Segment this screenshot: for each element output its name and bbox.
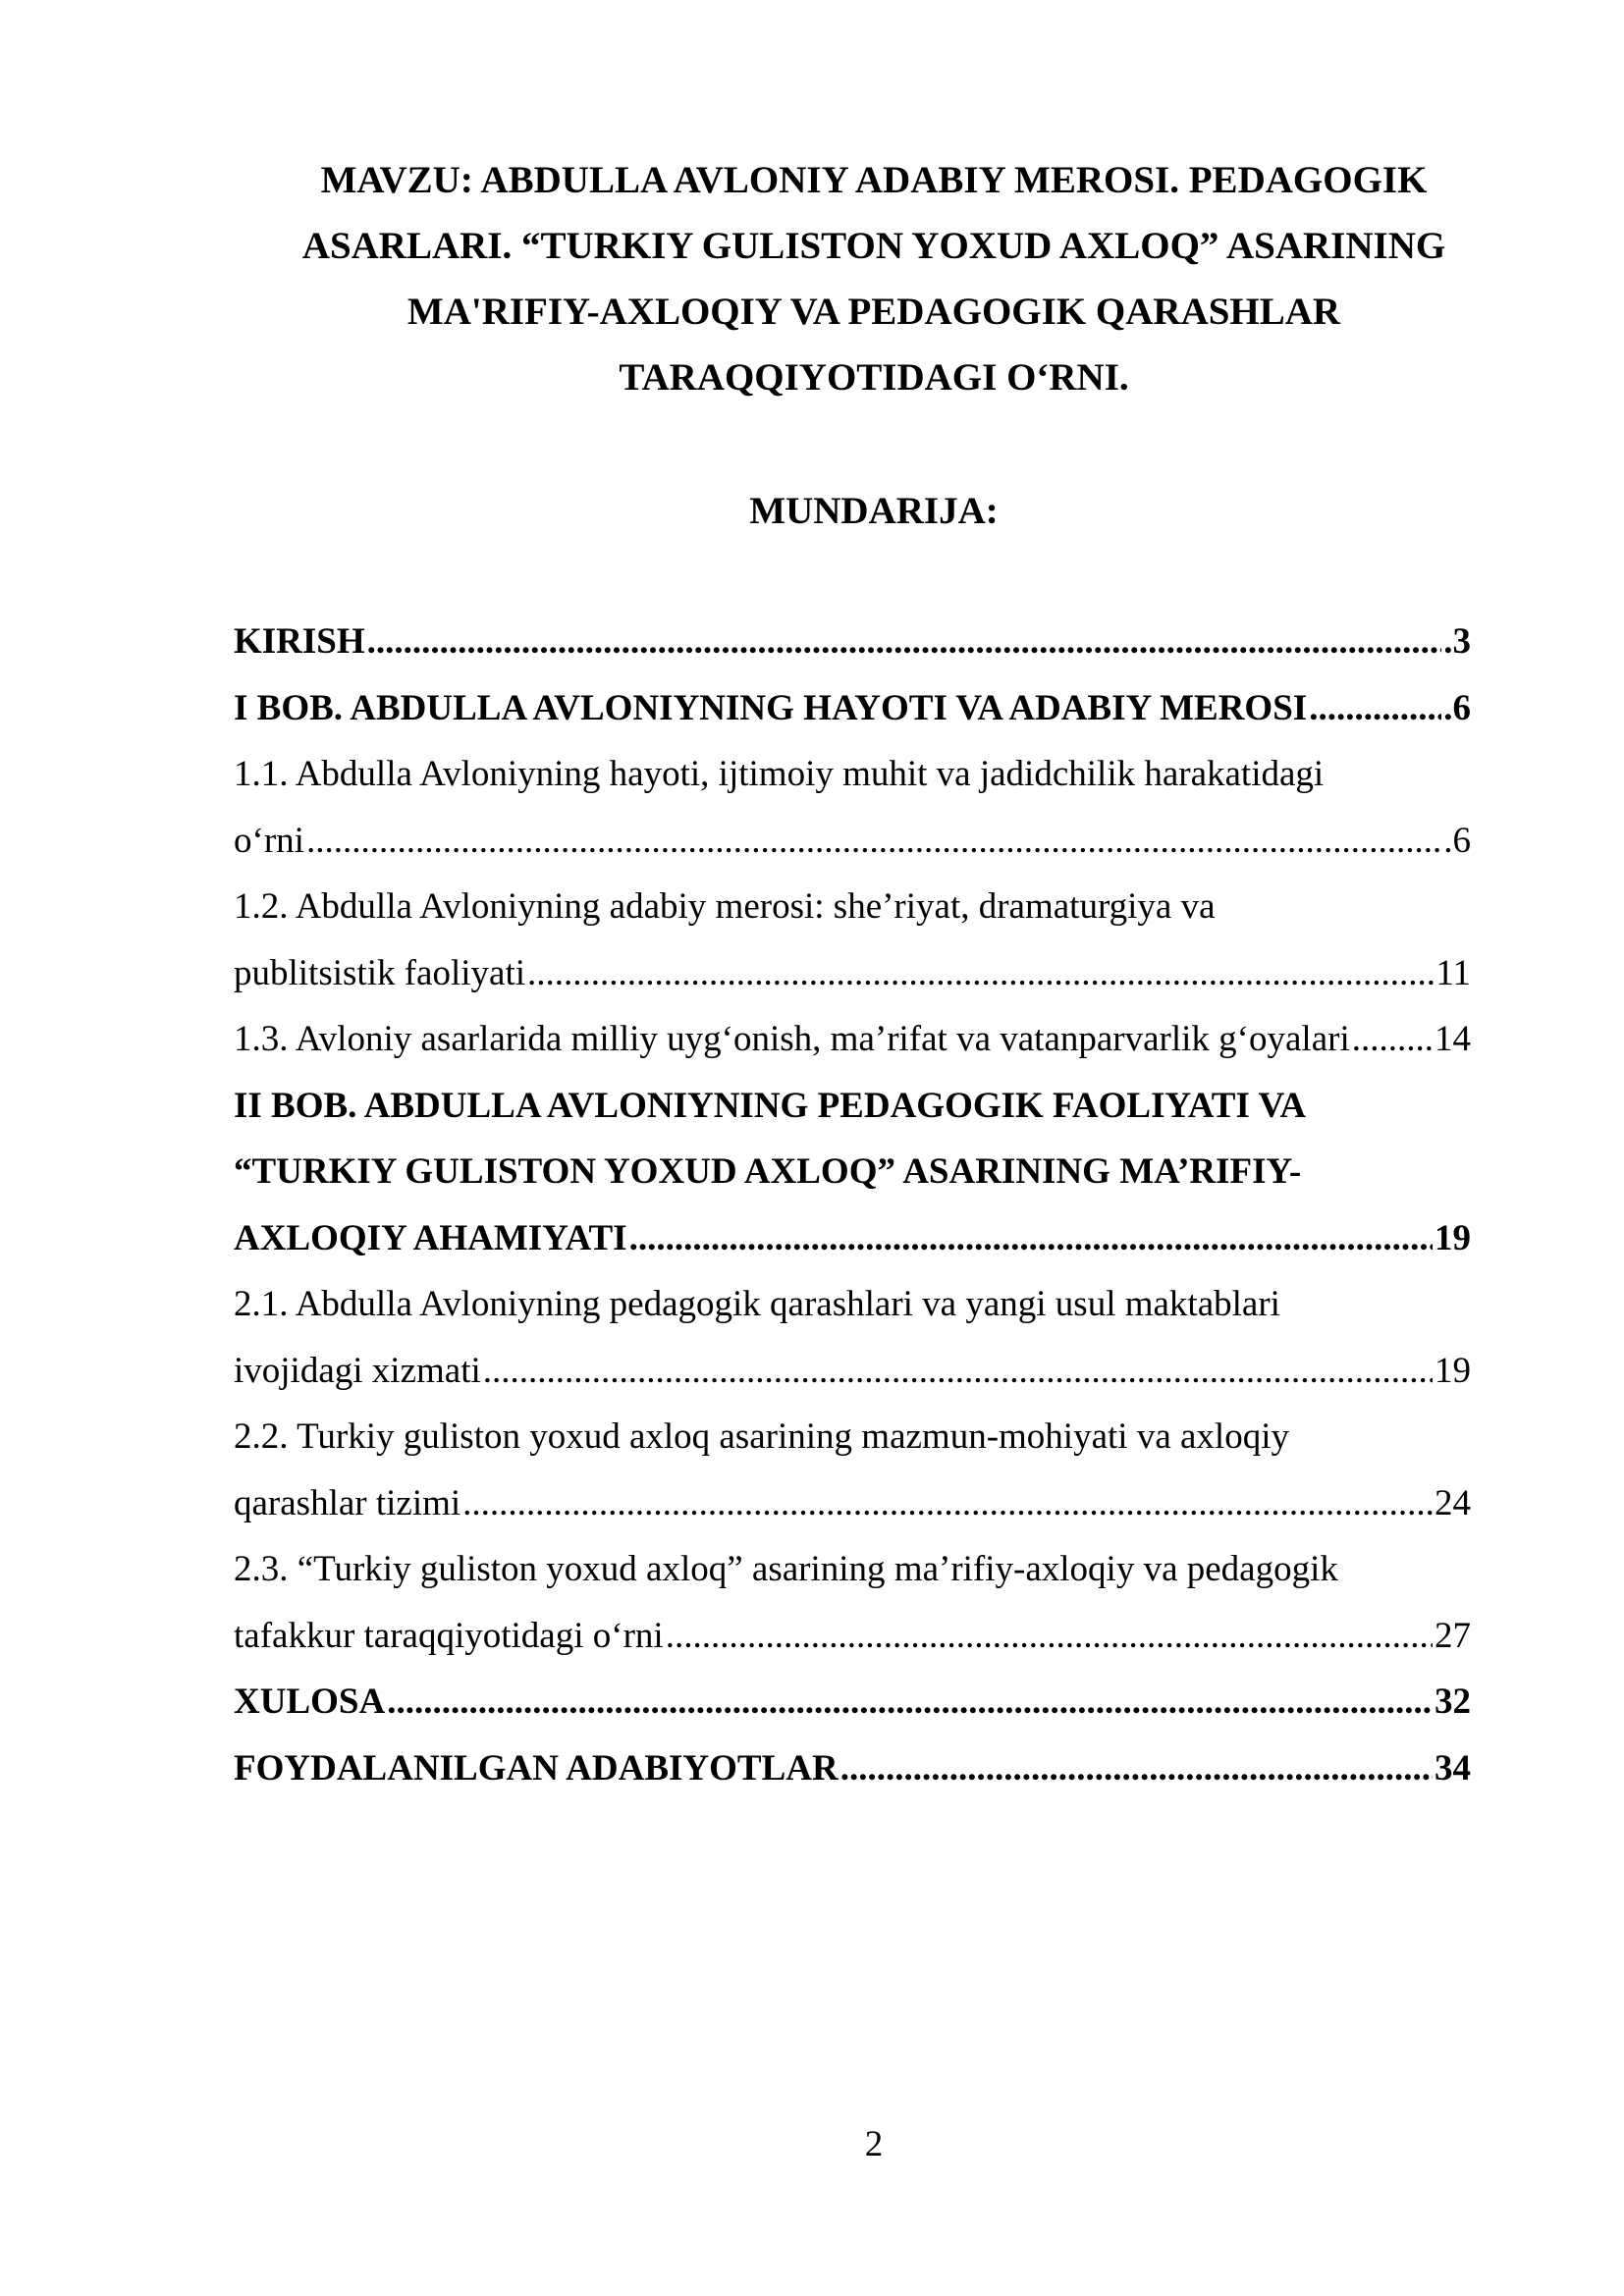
toc-label: 1.1. Abdulla Avloniyning hayoti, ijtimoiy muhit va jadidchilik harakatidagi — [234, 754, 1325, 794]
toc-leader-dots — [387, 1669, 1433, 1735]
toc-entry-1-2-line-1[interactable] — [234, 874, 1471, 940]
title-line-3: MA'RIFIY-AXLOQIY VA PEDAGOGIK QARASHLAR — [406, 291, 1341, 333]
toc-label: KIRISH — [234, 621, 365, 662]
toc-label: 1.3. Avloniy asarlarida milliy uyg‘onish, ma’rifat va vatanparvarlik g‘oyalari — [234, 1019, 1350, 1059]
toc-page-number: 27 — [1435, 1615, 1471, 1656]
toc-page-number: 32 — [1435, 1682, 1471, 1722]
toc-entry-bob-2-line-2[interactable] — [234, 1139, 1471, 1205]
toc-label: 2.3. “Turkiy guliston yoxud axloq” asarining ma’rifiy-axloqiy va pedagogik — [234, 1549, 1338, 1589]
toc-label: I BOB. ABDULLA AVLONIYNING HAYOTI VA ADABIY MEROSI — [234, 687, 1308, 728]
toc-entry-1-1-line-2[interactable] — [234, 808, 1471, 875]
toc-entry-bob-2-line-3[interactable] — [234, 1205, 1471, 1272]
toc-page-number: .3 — [1443, 621, 1471, 662]
title-line-1: MAVZU: ABDULLA AVLONIY ADABIY MEROSI. PEDAGOGIK — [320, 159, 1428, 201]
toc-entry-1-3[interactable] — [234, 1006, 1471, 1073]
toc-label: tafakkur taraqqiyotidagi o‘rni — [234, 1615, 664, 1656]
contents-heading: MUNDARIJA: — [749, 490, 999, 532]
toc-page-number: 14 — [1435, 1019, 1471, 1059]
toc-entry-2-1-line-2[interactable] — [234, 1338, 1471, 1405]
toc-leader-dots — [1309, 675, 1441, 742]
toc-label: FOYDALANILGAN ADABIYOTLAR — [234, 1747, 839, 1789]
table-of-contents — [234, 609, 1471, 1801]
toc-page-number: 34 — [1435, 1747, 1471, 1789]
toc-entry-bob-1[interactable] — [234, 675, 1471, 742]
toc-entry-xulosa[interactable] — [234, 1669, 1471, 1735]
toc-leader-dots — [840, 1735, 1433, 1802]
page-number: 2 — [864, 2124, 884, 2164]
toc-entry-1-1-line-1[interactable] — [234, 741, 1471, 808]
toc-leader-dots — [527, 940, 1434, 1007]
toc-entry-2-2-line-1[interactable] — [234, 1404, 1471, 1470]
toc-entry-kirish[interactable] — [234, 609, 1471, 675]
toc-label: o‘rni — [234, 820, 304, 861]
title-line-2: ASARLARI. “TURKIY GULISTON YOXUD AXLOQ” ASARINING — [301, 225, 1446, 267]
toc-label: XULOSA — [234, 1682, 386, 1722]
title-line-4: TARAQQIYOTIDAGI O‘RNI. — [619, 356, 1129, 399]
toc-leader-dots — [666, 1603, 1433, 1670]
toc-label: 2.1. Abdulla Avloniyning pedagogik qarashlari va yangi usul maktablari — [234, 1284, 1280, 1324]
toc-leader-dots — [483, 1338, 1433, 1405]
toc-page-number: 11 — [1435, 952, 1471, 993]
toc-page-number: 19 — [1435, 1350, 1471, 1391]
toc-leader-dots — [462, 1470, 1433, 1537]
toc-entry-2-1-line-1[interactable] — [234, 1271, 1471, 1338]
toc-page-number: .6 — [1443, 687, 1471, 728]
toc-label: 1.2. Abdulla Avloniyning adabiy merosi: she’riyat, dramaturgiya va — [234, 886, 1216, 927]
toc-entry-adabiyotlar[interactable] — [234, 1735, 1471, 1802]
toc-entry-2-3-line-1[interactable] — [234, 1536, 1471, 1603]
toc-leader-dots — [1352, 1006, 1433, 1073]
toc-label: 2.2. Turkiy guliston yoxud axloq asarining mazmun-mohiyati va axloqiy — [234, 1416, 1289, 1457]
toc-page-number: 24 — [1435, 1482, 1471, 1523]
toc-page-number: .6 — [1443, 820, 1471, 861]
toc-entry-1-2-line-2[interactable] — [234, 940, 1471, 1007]
toc-label: II BOB. ABDULLA AVLONIYNING PEDAGOGIK FAOLIYATI VA — [234, 1085, 1307, 1126]
toc-page-number: 19 — [1435, 1217, 1471, 1258]
toc-leader-dots — [367, 609, 1442, 675]
toc-label: ivojidagi xizmati — [234, 1350, 481, 1391]
toc-entry-bob-2-line-1[interactable] — [234, 1073, 1471, 1140]
toc-label: AXLOQIY AHAMIYATI — [234, 1217, 627, 1258]
document-title — [236, 147, 1512, 410]
toc-label: qarashlar tizimi — [234, 1482, 461, 1523]
toc-leader-dots — [306, 808, 1441, 875]
toc-leader-dots — [629, 1205, 1433, 1272]
toc-entry-2-3-line-2[interactable] — [234, 1603, 1471, 1670]
toc-entry-2-2-line-2[interactable] — [234, 1470, 1471, 1537]
toc-label: publitsistik faoliyati — [234, 952, 526, 993]
toc-label: “TURKIY GULISTON YOXUD AXLOQ” ASARINING MA’RIFIY- — [234, 1151, 1302, 1192]
